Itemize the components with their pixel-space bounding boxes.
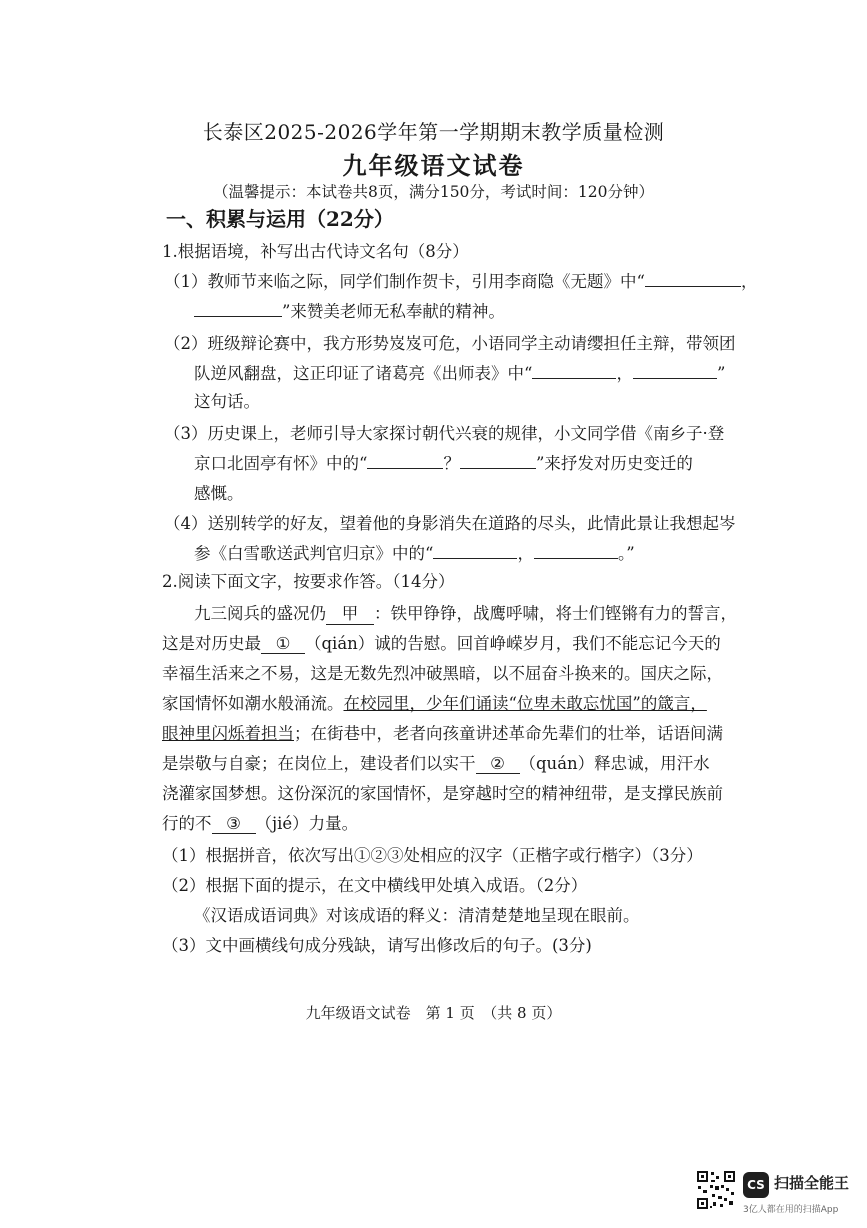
answer-blank[interactable]	[433, 542, 517, 560]
passage-text: ；在街巷中，老者向孩童讲述革命先辈们的壮举，话语间满	[294, 724, 723, 743]
passage-text: 九三阅兵的盛况仍	[194, 604, 326, 623]
section-heading: 一、积累与运用（22分）	[166, 207, 394, 231]
q1-p1-text-c: ”来赞美老师无私奉献的精神。	[282, 302, 505, 321]
underlined-sentence: 眼神里闪烁着担当	[162, 724, 294, 743]
q1-part2-line1: （2）班级辩论赛中，我方形势岌岌可危，小语同学主动请缨担任主辩，带领团	[164, 334, 736, 353]
q1-part1-line1	[164, 268, 757, 292]
passage-line-8	[162, 810, 358, 834]
passage-text: （quán）释忠诚，用汗水	[519, 754, 710, 773]
passage-line-3: 幸福生活来之不易，这是无数先烈冲破黑暗，以不屈奋斗换来的。国庆之际，	[162, 664, 723, 683]
answer-blank[interactable]	[633, 362, 717, 380]
passage-text: （qián）诚的告慰。回首峥嵘岁月，我们不能忘记今天的	[305, 634, 721, 653]
qr-code-icon	[696, 1170, 736, 1210]
answer-blank[interactable]	[532, 362, 616, 380]
q1-part2-line2	[194, 360, 725, 384]
q1-part2-line3: 这句话。	[194, 392, 260, 411]
q1-part3-line1: （3）历史课上，老师引导大家探讨朝代兴衰的规律，小文同学借《南乡子·登	[164, 424, 725, 443]
q2-stem: 2.阅读下面文字，按要求作答。（14分）	[162, 572, 455, 591]
q1-part3-line2	[194, 450, 693, 474]
passage-text: 这是对历史最	[162, 634, 261, 653]
scanner-tagline: 3亿人都在用的扫描App	[743, 1205, 839, 1215]
q1-part4-line1: （4）送别转学的好友，望着他的身影消失在道路的尽头，此情此景让我想起岑	[164, 514, 736, 533]
exam-subtitle: 九年级语文试卷	[342, 151, 525, 180]
exam-title: 长泰区2025-2026学年第一学期期末教学质量检测	[202, 120, 665, 144]
fill-blank-jia[interactable]: 甲	[326, 600, 374, 625]
page-footer: 九年级语文试卷 第 1 页 （共 8 页）	[305, 1004, 562, 1022]
q1-p3-text-d: ”来抒发对历史变迁的	[535, 454, 693, 473]
q1-p4-text-b: 参《白雪歌送武判官归京》中的“	[194, 544, 434, 563]
q2-sub1: （1）根据拼音，依次写出①②③处相应的汉字（正楷字或行楷字）（3分）	[162, 846, 703, 865]
passage-line-2	[162, 630, 721, 654]
scanner-app-name: 扫描全能王	[774, 1174, 850, 1192]
passage-line-7: 浇灌家国梦想。这份深沉的家国情怀，是穿越时空的精神纽带，是支撑民族前	[162, 784, 723, 803]
passage-line-6	[162, 750, 710, 774]
passage-text: 行的不	[162, 814, 212, 833]
answer-blank[interactable]	[460, 452, 536, 470]
q1-part1-line2	[194, 298, 505, 322]
answer-blank[interactable]	[645, 270, 741, 288]
q1-p1-text-b: ，	[740, 272, 758, 291]
passage-line-5	[162, 720, 723, 744]
q1-p3-text-c: ？	[443, 454, 460, 473]
q1-p4-text-d: 。”	[617, 544, 635, 563]
underlined-sentence: 在校园里，少年们诵读“位卑未敢忘忧国”的箴言，	[343, 694, 707, 713]
passage-line-1	[194, 600, 737, 625]
passage-line-4	[162, 690, 707, 714]
exam-tip: （温馨提示：本试卷共8页，满分150分，考试时间：120分钟）	[212, 183, 655, 201]
passage-text: 是崇敬与自豪；在岗位上，建设者们以实干	[162, 754, 476, 773]
passage-text: ：铁甲铮铮，战鹰呼啸，将士们铿锵有力的誓言，	[374, 604, 737, 623]
scanner-logo-icon: CS	[743, 1172, 769, 1198]
q2-sub2-hint: 《汉语成语词典》对该成语的释义：清清楚楚地呈现在眼前。	[194, 906, 640, 925]
q1-p4-text-c: ，	[517, 544, 534, 563]
q1-stem: 1.根据语境，补写出古代诗文名句（8分）	[162, 242, 469, 261]
q1-part4-line2	[194, 540, 635, 564]
q1-p2-text-d: ”	[716, 364, 726, 383]
fill-blank-1[interactable]: ①	[261, 634, 305, 654]
passage-text: 家国情怀如潮水般涌流。	[162, 694, 344, 713]
answer-blank[interactable]	[534, 542, 618, 560]
q1-p2-text-b: 队逆风翻盘，这正印证了诸葛亮《出师表》中“	[194, 364, 533, 383]
q1-p2-text-c: ，	[616, 364, 633, 383]
q2-sub3: （3）文中画横线句成分残缺，请写出修改后的句子。(3分)	[162, 936, 592, 955]
answer-blank[interactable]	[194, 300, 282, 318]
q2-sub2: （2）根据下面的提示，在文中横线甲处填入成语。（2分）	[162, 876, 588, 895]
fill-blank-2[interactable]: ②	[476, 754, 520, 774]
q1-p1-text-a: （1）教师节来临之际，同学们制作贺卡，引用李商隐《无题》中“	[164, 272, 645, 291]
answer-blank[interactable]	[367, 452, 443, 470]
q1-part3-line3: 感慨。	[194, 484, 244, 503]
passage-text: （jié）力量。	[255, 814, 359, 833]
q1-p3-text-b: 京口北固亭有怀》中的“	[194, 454, 368, 473]
fill-blank-3[interactable]: ③	[212, 814, 256, 834]
